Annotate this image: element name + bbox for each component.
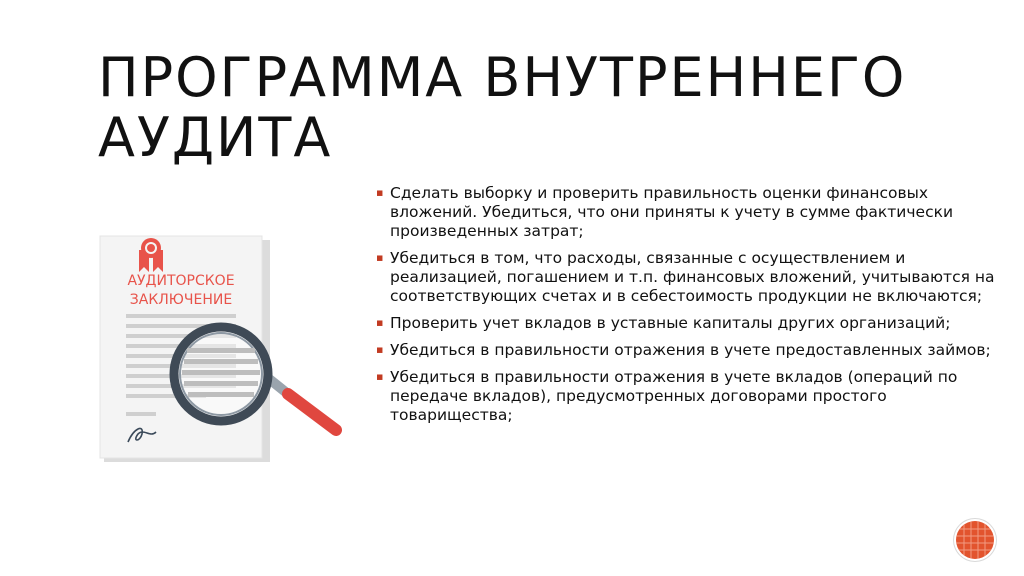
bullet-list [376,184,996,433]
page-title: ПРОГРАММА ВНУТРЕННЕГО АУДИТА [98,46,907,169]
bullet-text: Убедиться в правильности отражения в учете вкладов (операций по передаче вкладов), предусмотренных договорами простого товарищества; [390,368,958,424]
document-heading-line1: АУДИТОРСКОЕ [127,273,235,289]
bullet-item [376,314,996,333]
bullet-marker: ▪ [376,316,384,329]
decorative-pattern-icon [956,521,994,559]
bullet-item [376,341,996,360]
bullet-item [376,368,996,425]
bullet-text: Убедиться в том, что расходы, связанные с осуществлением и реализацией, погашением и т.п. финансовых вложений, учитываются на соответствующих счетах и в себестоимость продукции не включаются; [390,249,995,305]
bullet-marker: ▪ [376,186,384,199]
slide-nav-button[interactable] [956,521,994,559]
audit-illustration [92,228,362,478]
bullet-text: Проверить учет вкладов в уставные капиталы других организаций; [390,314,951,332]
bullet-marker: ▪ [376,370,384,383]
bullet-marker: ▪ [376,251,384,264]
bullet-item [376,249,996,306]
document-heading-line2: ЗАКЛЮЧЕНИЕ [129,292,233,308]
bullet-item [376,184,996,241]
bullet-marker: ▪ [376,343,384,356]
audit-report-magnifier-icon [92,228,362,478]
bullet-text: Убедиться в правильности отражения в учете предоставленных займов; [390,341,991,359]
bullet-text: Сделать выборку и проверить правильность оценки финансовых вложений. Убедиться, что они приняты к учету в сумме фактически произведенных затрат; [390,184,954,240]
